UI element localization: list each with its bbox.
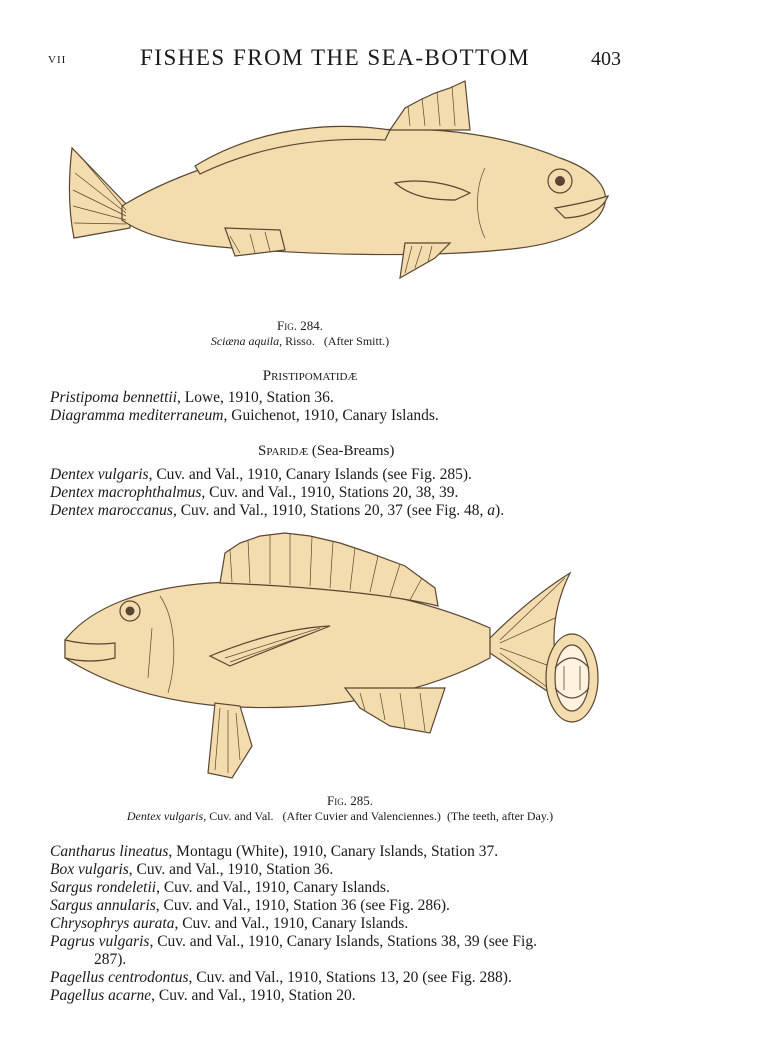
list-item: Pagellus acarne, Cuv. and Val., 1910, Station 20. xyxy=(50,987,356,1004)
figure-285-caption xyxy=(70,793,610,824)
page-number: 403 xyxy=(591,48,621,70)
fish-illustration-sciaena xyxy=(60,78,620,308)
list-item: Sargus rondeletii, Cuv. and Val., 1910, Canary Islands. xyxy=(50,879,390,896)
fish-illustration-dentex xyxy=(60,528,620,783)
list-item: Pagrus vulgaris, Cuv. and Val., 1910, Canary Islands, Stations 38, 39 (see Fig. xyxy=(50,933,537,950)
figure-284-credit: (After Smitt.) xyxy=(323,334,390,348)
chapter-number: VII xyxy=(48,54,67,66)
figure-284-species: Sciæna aquila xyxy=(210,334,280,348)
list-item: Dentex vulgaris, Cuv. and Val., 1910, Canary Islands (see Fig. 285). xyxy=(50,466,472,483)
list-item: Box vulgaris, Cuv. and Val., 1910, Station 36. xyxy=(50,861,334,878)
figure-285-credit: (After Cuvier and Valenciennes.) xyxy=(282,809,441,823)
figure-284-caption xyxy=(0,318,600,349)
list-item: Pagellus centrodontus, Cuv. and Val., 1910, Stations 13, 20 (see Fig. 288). xyxy=(50,969,512,986)
teeth-illustration xyxy=(546,634,598,722)
list-item: Dentex maroccanus, Cuv. and Val., 1910, Stations 20, 37 (see Fig. 48, a). xyxy=(50,502,505,519)
family-heading-sparidae: Sparidæ (Sea-Breams) xyxy=(258,443,395,459)
figure-285-description xyxy=(70,809,610,824)
figure-284-authority: , Risso. xyxy=(279,334,315,348)
figure-285-species: Dentex vulgaris xyxy=(126,809,204,823)
list-item: Sargus annularis, Cuv. and Val., 1910, Station 36 (see Fig. 286). xyxy=(50,897,450,914)
list-item: Pristipoma bennettii, Lowe, 1910, Station 36. xyxy=(50,389,334,406)
figure-285-credit-teeth: (The teeth, after Day.) xyxy=(446,809,554,823)
family-heading-pristipomatidae: Pristipomatidæ xyxy=(262,368,358,384)
list-item: Dentex macrophthalmus, Cuv. and Val., 1910, Stations 20, 38, 39. xyxy=(50,484,459,501)
sparidae-list xyxy=(50,466,504,520)
list-item: Cantharus lineatus, Montagu (White), 1910, Canary Islands, Station 37. xyxy=(50,843,499,860)
figure-284-number: Fig. 284. xyxy=(277,318,323,333)
list-item-continuation: 287). xyxy=(94,951,127,968)
page-title: FISHES FROM THE SEA-BOTTOM xyxy=(140,45,531,70)
list-item: Chrysophrys aurata, Cuv. and Val., 1910, Canary Islands. xyxy=(50,915,409,932)
pristipomatidae-list xyxy=(50,389,439,425)
sparidae-list-continued xyxy=(50,843,537,1005)
figure-285-number: Fig. 285. xyxy=(327,793,373,808)
figure-284-description xyxy=(0,334,600,349)
figure-285-authority: , Cuv. and Val. xyxy=(203,809,274,823)
list-item: Diagramma mediterraneum, Guichenot, 1910, Canary Islands. xyxy=(50,407,439,424)
